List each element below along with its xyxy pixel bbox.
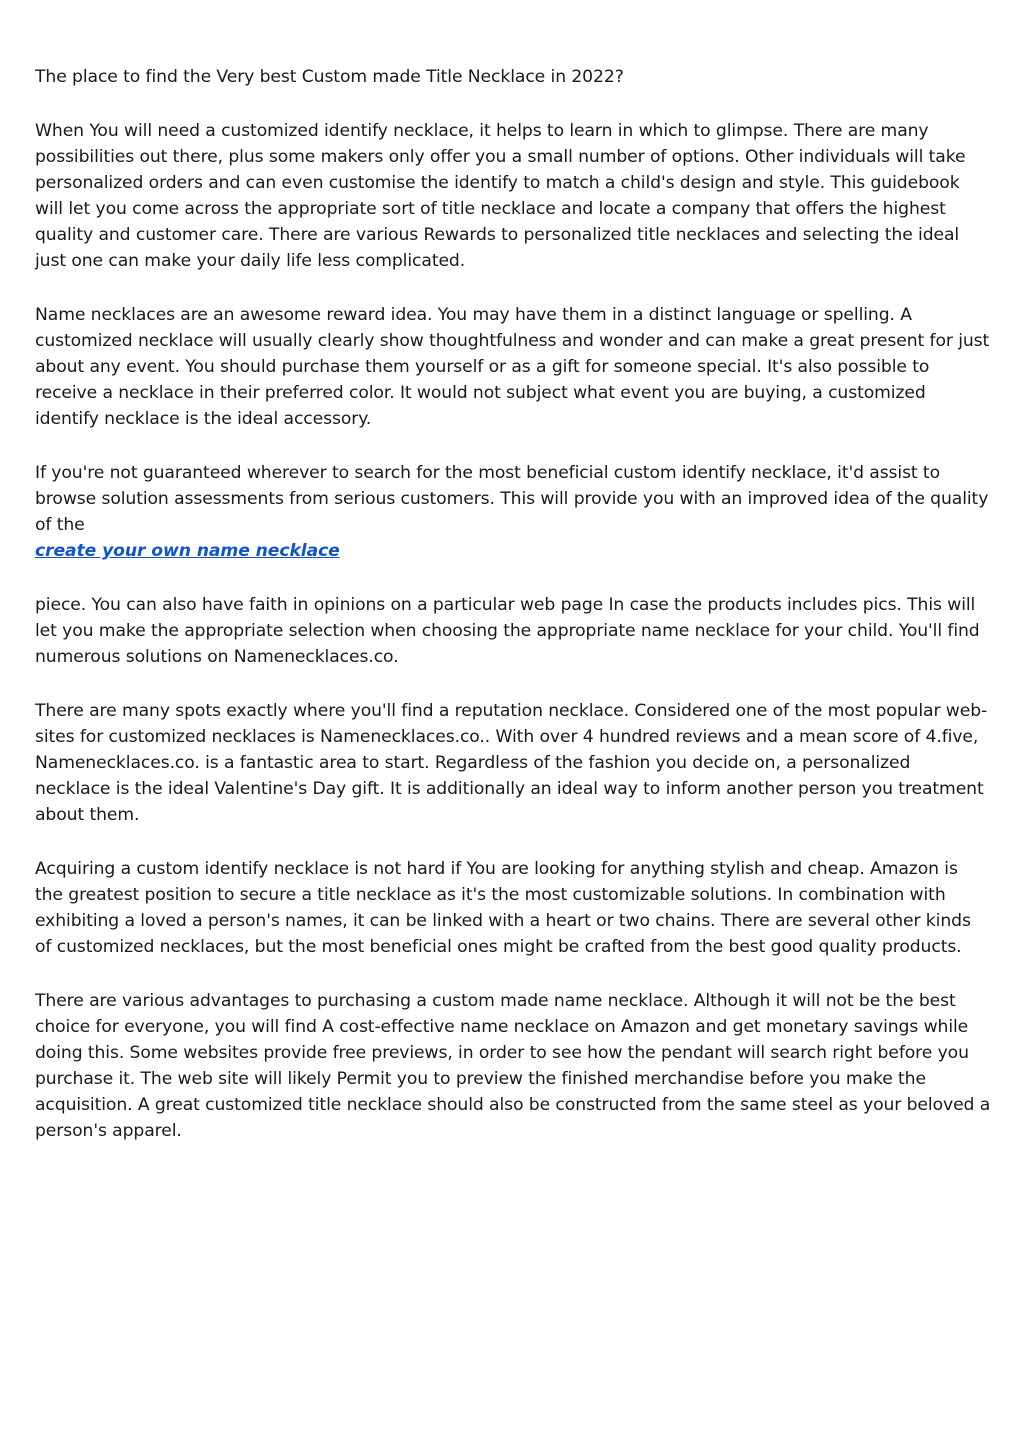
create-name-necklace-link[interactable]: create your own name necklace [35, 541, 340, 561]
link-container [35, 538, 991, 564]
paragraph-reviews: If you're not guaranteed wherever to search for the most beneficial custom identify necklace, it'd assist to browse solution assessments from serious customers. This will provide you with an improved idea of the quality of the [35, 463, 989, 535]
paragraph-gift-idea: Name necklaces are an awesome reward idea. You may have them in a distinct language or spelling. A customized necklace will usually clearly show thoughtfulness and wonder and can make a great present for just about any event. You should purchase them yourself or as a gift for someone special. It's also possible to receive a necklace in their preferred color. It would not subject what event you are buying, a customized identify necklace is the ideal accessory. [35, 305, 990, 429]
paragraph-product-pics: piece. You can also have faith in opinions on a particular web page In case the products includes pics. This will let you make the appropriate selection when choosing the appropriate name necklace for your child. You'll find numerous solutions on Namenecklaces.co. [35, 595, 980, 667]
document-page [35, 64, 991, 1172]
paragraph-popular-sites: There are many spots exactly where you'll find a reputation necklace. Considered one of the most popular web-sites for customized necklaces is Namenecklaces.co.. With over 4 hundred reviews and a mean score of 4.five, Namenecklaces.co. is a fantastic area to start. Regardless of the fashion you decide on, a personalized necklace is the ideal Valentine's Day gift. It is additionally an ideal way to inform another person you treatment about them. [35, 701, 988, 825]
document-title: The place to find the Very best Custom made Title Necklace in 2022? [35, 67, 624, 87]
paragraph-amazon: Acquiring a custom identify necklace is not hard if You are looking for anything stylish and cheap. Amazon is the greatest position to secure a title necklace as it's the most customizable solutions. In combination with exhibiting a loved a person's names, it can be linked with a heart or two chains. There are several other kinds of customized necklaces, but the most beneficial ones might be crafted from the best good quality products. [35, 859, 971, 957]
paragraph-advantages: There are various advantages to purchasing a custom made name necklace. Although it will not be the best choice for everyone, you will find A cost-effective name necklace on Amazon and get monetary savings while doing this. Some websites provide free previews, in order to see how the pendant will search right before you purchase it. The web site will likely Permit you to preview the finished merchandise before you make the acquisition. A great customized title necklace should also be constructed from the same steel as your beloved a person's apparel. [35, 991, 991, 1141]
paragraph-intro: When You will need a customized identify necklace, it helps to learn in which to glimpse. There are many possibilities out there, plus some makers only offer you a small number of options. Other individuals will take personalized orders and can even customise the identify to match a child's design and style. This guidebook will let you come across the appropriate sort of title necklace and locate a company that offers the highest quality and customer care. There are various Rewards to personalized title necklaces and selecting the ideal just one can make your daily life less complicated. [35, 121, 966, 271]
